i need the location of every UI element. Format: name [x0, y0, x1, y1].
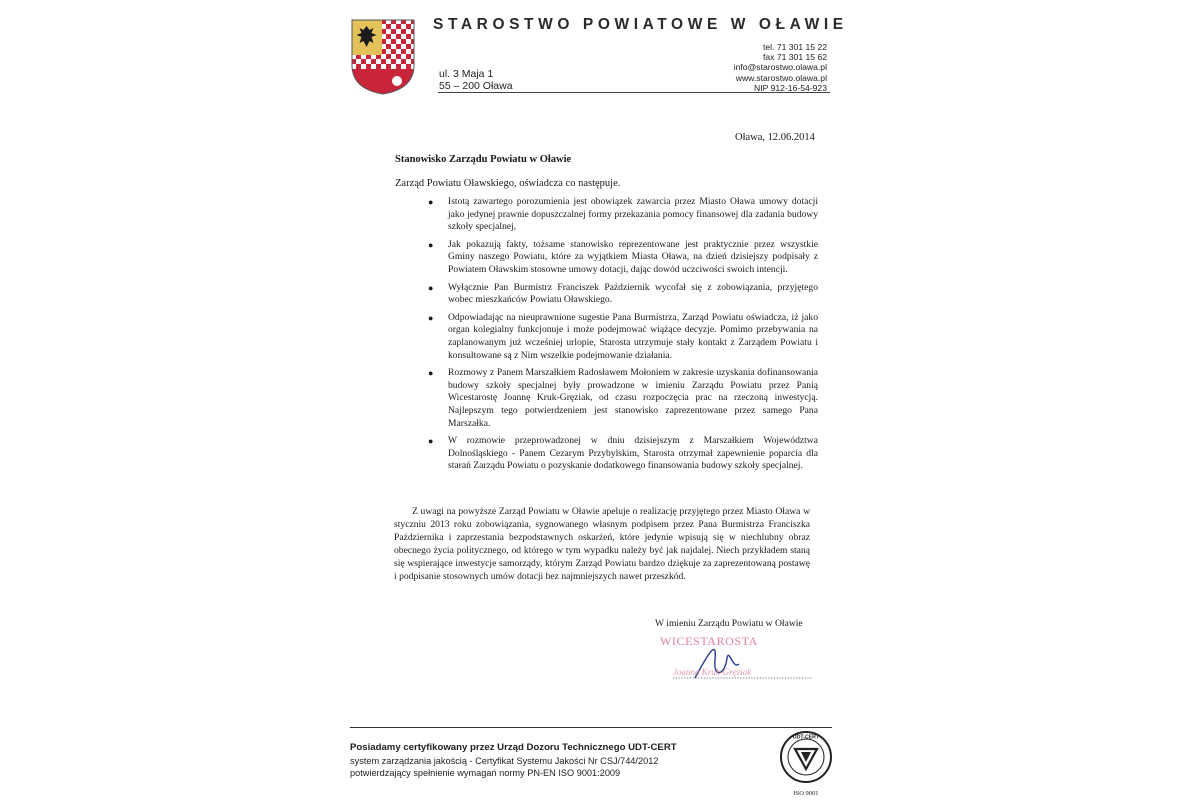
list-item-text: Jak pokazują fakty, tożsame stanowisko reprezentowane jest praktycznie przez wszystkie Gminy naszego Powiatu, które za wyjątkiem Miasta Oława, na dzień dzisiejszy podpisały z Powiatem Oławskim stosowne umowy dotacji, dając dowód uczciwości swoich intencji.: [448, 238, 818, 275]
udt-logo-iso: ISO 9001: [793, 790, 819, 797]
list-item: [404, 239, 818, 277]
coat-of-arms-icon: [351, 19, 415, 95]
signature-caption: W imieniu Zarządu Powiatu w Oławie: [655, 618, 803, 629]
bullet-icon: ●: [428, 368, 434, 379]
list-item-text: Wyłącznie Pan Burmistrz Franciszek Październik wycofał się z zobowiązania, przyjętego wobec mieszkańców Powiatu Oławskiego.: [448, 281, 818, 306]
list-item: [404, 367, 818, 430]
list-item-text: Istotą zawartego porozumienia jest obowiązek zawarcia przez Miasto Oława umowy dotacji jako jedynej prawnie dopuszczalnej formy przekazania pomocy finansowej dla zadania budowy szkoły specjalnej,: [448, 196, 818, 233]
address-street: ul. 3 Maja 1: [439, 68, 494, 80]
header-divider: [438, 92, 830, 93]
contact-tel: tel. 71 301 15 22: [762, 42, 827, 52]
udt-logo-text: UDT-CERT: [792, 734, 820, 741]
footer-details: [350, 755, 658, 780]
letter-date: Oława, 12.06.2014: [735, 132, 815, 143]
bullet-icon: ●: [428, 197, 434, 207]
office-name: STAROSTWO POWIATOWE W OŁAWIE: [433, 16, 848, 33]
bullet-icon: ●: [428, 436, 434, 447]
list-item-text: Odpowiadając na nieuprawnione sugestie Pana Burmistrza, Zarząd Powiatu oświadcza, iż jako organ kolegialny funkcjonuje i może podejmować wiążące decyzje. Pomimo przebywania na zaplanowanym już wcześniej urlopie, Starosta utrzymuje stały kontakt z Zarządem Powiatu i konsultowane są z Nim wszelkie podejmowanie działania.: [448, 311, 818, 361]
address-city: 55 – 200 Oława: [439, 80, 513, 92]
contact-website[interactable]: www.starostwo.olawa.pl: [735, 72, 827, 83]
contact-block: [734, 42, 827, 93]
footer-certification: Posiadamy certyfikowany przez Urząd Dozoru Technicznego UDT-CERT: [350, 742, 677, 753]
contact-email[interactable]: info@starostwo.olawa.pl: [733, 62, 827, 73]
stamp-title: WICESTAROSTA: [660, 634, 758, 648]
signature-stamp-icon: [655, 630, 825, 690]
footer-line-2: potwierdzający spełnienie wymagań normy PN-EN ISO 9001:2009: [350, 768, 621, 779]
contact-nip: NIP 912-16-54-923: [754, 82, 827, 93]
list-item-text: W rozmowie przeprowadzonej w dniu dzisiejszym z Marszałkiem Województwa Dolnośląskiego - Panem Cezarym Przybylskim, Starosta otrzymał zapewnienie poparcia dla starań Zarządu Powiatu o pozyskanie dodatkowego finansowania budowy szkoły specjalnej.: [448, 435, 818, 472]
bullet-icon: ●: [428, 282, 434, 293]
footer-divider: [350, 727, 832, 728]
stamp-name: Joanna Kruk-Gręziak: [673, 667, 752, 677]
list-item: [404, 312, 818, 362]
list-item: [404, 196, 818, 234]
letter-intro: Zarząd Powiatu Oławskiego, oświadcza co następuje.: [395, 178, 621, 189]
list-item: [404, 282, 818, 307]
closing-paragraph: Z uwagi na powyższe Zarząd Powiatu w Oławie apeluje o realizację przyjętego przez Miasto Oława w styczniu 2013 roku zobowiązania, sygnowanego własnym podpisem przez Pana Burmistrza Franciszka Października i zaprzestania bezpodstawnych oskarżeń, które jedynie wpisują się w niechlubny obraz obecnego życia politycznego, od którego w tym wypadku należy być jak najdalej. Niech przykładem staną się wspierające inwestycje samorządy, którym Zarząd Powiatu bardzo dziękuje za zaprezentowaną postawę i podpisanie stosownych umów dotacji bez najmniejszych nawet przeszkód.: [394, 506, 810, 583]
list-item-text: Rozmowy z Panem Marszałkiem Radosławem Mołoniem w zakresie uzyskania dofinansowania budowy szkoły specjalnej były prowadzone w imieniu Zarządu Powiatu przez Panią Wicestarostę Joannę Kruk-Gręziak, od czasu rozpoczęcia prac na rzeczoną inwestycją. Najlepszym tego potwierdzeniem jest stanowisko zaprezentowane przez samego Pana Marszałka.: [448, 367, 818, 429]
letter-title: Stanowisko Zarządu Powiatu w Oławie: [395, 154, 572, 165]
bullet-icon: ●: [428, 239, 434, 250]
bullet-icon: ●: [428, 312, 434, 323]
contact-fax: fax 71 301 15 62: [762, 52, 827, 63]
address-block: [439, 68, 513, 92]
footer-line-1: system zarządzania jakością - Certyfikat Systemu Jakości Nr CSJ/744/2012: [350, 756, 659, 766]
udt-cert-logo-icon: [778, 729, 834, 799]
list-item: [404, 435, 818, 473]
statement-list: [404, 196, 818, 478]
